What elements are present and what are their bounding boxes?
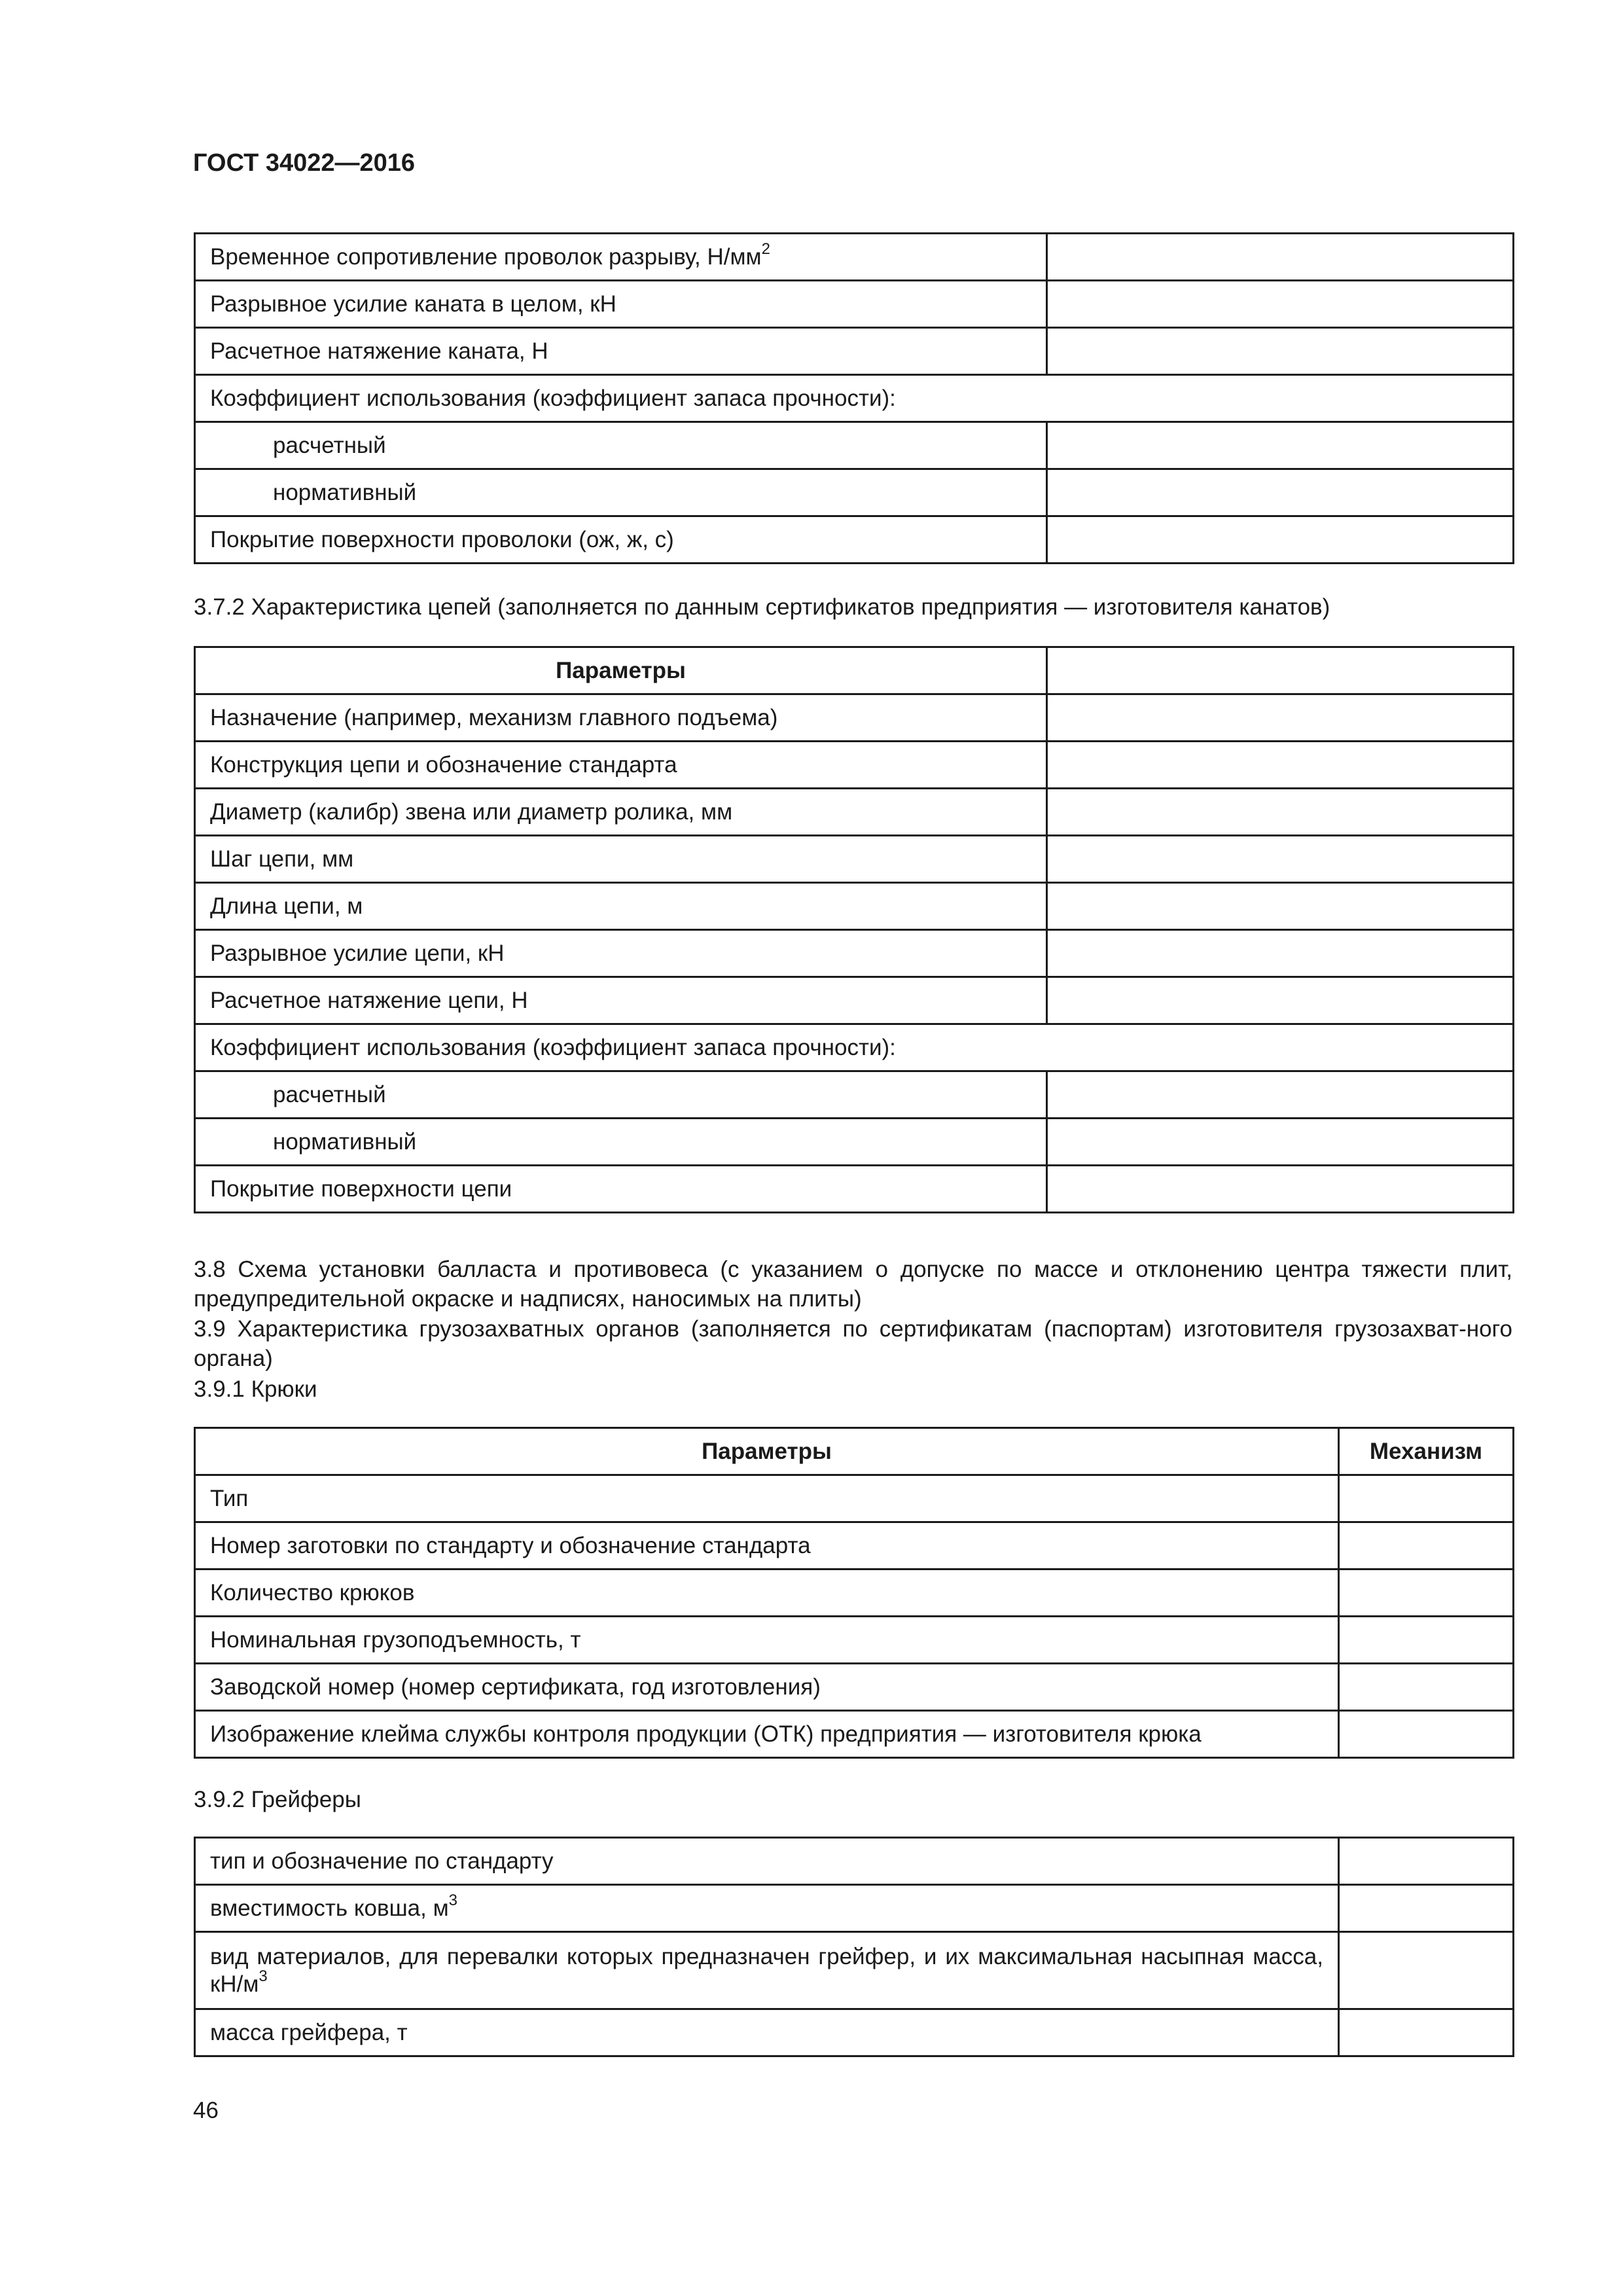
grab-table — [194, 1837, 1514, 2057]
table-row — [195, 1617, 1514, 1664]
table-header-row — [195, 647, 1514, 694]
column-header-params: Параметры — [195, 1428, 1339, 1475]
value-cell — [1339, 1664, 1514, 1711]
table-header-row — [195, 1428, 1514, 1475]
table-row — [195, 1664, 1514, 1711]
value-cell — [1047, 281, 1514, 328]
row-label: Конструкция цепи и обозначение стандарта — [195, 742, 1047, 789]
value-cell — [1047, 883, 1514, 930]
value-cell — [1339, 1711, 1514, 1758]
row-label: Шаг цепи, мм — [195, 836, 1047, 883]
row-label: Покрытие поверхности проволоки (ож, ж, с) — [195, 516, 1047, 564]
section-3-9-1-heading: 3.9.1 Крюки — [194, 1376, 317, 1402]
row-label: Назначение (например, механизм главного подъема) — [195, 694, 1047, 742]
value-cell — [1047, 930, 1514, 977]
row-label: Расчетное натяжение каната, Н — [195, 328, 1047, 375]
table-row — [195, 234, 1514, 281]
page-number: 46 — [193, 2098, 219, 2123]
row-label: расчетный — [195, 422, 1047, 469]
row-label: Покрытие поверхности цепи — [195, 1166, 1047, 1213]
row-label: Номер заготовки по стандарту и обозначение стандарта — [195, 1522, 1339, 1570]
value-cell — [1339, 1522, 1514, 1570]
row-label: тип и обозначение по стандарту — [195, 1838, 1339, 1885]
row-label: Расчетное натяжение цепи, Н — [195, 977, 1047, 1024]
table-row — [195, 1932, 1514, 2009]
row-label: Количество крюков — [195, 1570, 1339, 1617]
table-row — [195, 469, 1514, 516]
table-row — [195, 1711, 1514, 1758]
value-cell — [1339, 1932, 1514, 2009]
table-row — [195, 930, 1514, 977]
row-label: Заводской номер (номер сертификата, год изготовления) — [195, 1664, 1339, 1711]
value-cell — [1047, 977, 1514, 1024]
group-label: Коэффициент использования (коэффициент запаса прочности): — [195, 375, 1514, 422]
value-cell — [1047, 328, 1514, 375]
column-header-value — [1047, 647, 1514, 694]
section-3-8-text: 3.8 Схема установки балласта и противовеса (с указанием о допуске по массе и отклонению центра тяжести плит, предупредительной окраске и надписях, наносимых на плиты) — [194, 1257, 1512, 1312]
table-row — [195, 375, 1514, 422]
table-row — [195, 883, 1514, 930]
value-cell — [1339, 2009, 1514, 2056]
value-cell — [1047, 836, 1514, 883]
row-label: Разрывное усилие каната в целом, кН — [195, 281, 1047, 328]
table-row — [195, 836, 1514, 883]
value-cell — [1339, 1475, 1514, 1522]
table-row — [195, 1166, 1514, 1213]
value-cell — [1047, 789, 1514, 836]
table-row — [195, 328, 1514, 375]
row-label: масса грейфера, т — [195, 2009, 1339, 2056]
row-label: вид материалов, для перевалки которых предназначен грейфер, и их максимальная насыпная масса, $кН/м^3$ — [195, 1932, 1339, 2009]
value-cell — [1047, 422, 1514, 469]
rope-table — [194, 232, 1514, 564]
row-label: нормативный — [195, 469, 1047, 516]
value-cell — [1047, 469, 1514, 516]
table-row — [195, 977, 1514, 1024]
section-3-9-text: 3.9 Характеристика грузозахватных органов (заполняется по сертификатам (паспортам) изготовителя грузозахват-ного органа) — [194, 1316, 1512, 1371]
group-label: Коэффициент использования (коэффициент запаса прочности): — [195, 1024, 1514, 1071]
row-label: нормативный — [195, 1119, 1047, 1166]
value-cell — [1047, 694, 1514, 742]
section-3-9-2-heading: 3.9.2 Грейферы — [194, 1787, 361, 1812]
column-header-params: Параметры — [195, 647, 1047, 694]
table-row — [195, 1522, 1514, 1570]
table-row — [195, 1475, 1514, 1522]
table-row — [195, 422, 1514, 469]
table-row — [195, 1024, 1514, 1071]
table-row — [195, 789, 1514, 836]
value-cell — [1047, 1166, 1514, 1213]
value-cell — [1047, 234, 1514, 281]
row-label: Длина цепи, м — [195, 883, 1047, 930]
table-row — [195, 2009, 1514, 2056]
row-label: вместимость ковша, $м^3$ — [195, 1885, 1339, 1932]
table-row — [195, 1119, 1514, 1166]
value-cell — [1047, 1119, 1514, 1166]
value-cell — [1339, 1570, 1514, 1617]
row-label: Тип — [195, 1475, 1339, 1522]
table-row — [195, 1071, 1514, 1119]
table-row — [195, 694, 1514, 742]
row-label: Диаметр (калибр) звена или диаметр ролика, мм — [195, 789, 1047, 836]
table-row — [195, 516, 1514, 564]
value-cell — [1339, 1617, 1514, 1664]
hooks-table — [194, 1427, 1514, 1759]
value-cell — [1339, 1885, 1514, 1932]
table-row — [195, 1885, 1514, 1932]
table-row — [195, 742, 1514, 789]
row-label: Изображение клейма службы контроля продукции (ОТК) предприятия — изготовителя крюка — [195, 1711, 1339, 1758]
value-cell — [1047, 1071, 1514, 1119]
row-label: Временное сопротивление проволок разрыву, $Н/мм^2$ — [195, 234, 1047, 281]
chain-table — [194, 646, 1514, 1213]
section-3-7-2-heading: 3.7.2 Характеристика цепей (заполняется по данным сертификатов предприятия — изготовителя канатов) — [194, 594, 1330, 620]
value-cell — [1047, 516, 1514, 564]
table-row — [195, 1838, 1514, 1885]
value-cell — [1339, 1838, 1514, 1885]
row-label: Номинальная грузоподъемность, т — [195, 1617, 1339, 1664]
table-row — [195, 1570, 1514, 1617]
table-row — [195, 281, 1514, 328]
value-cell — [1047, 742, 1514, 789]
row-label: расчетный — [195, 1071, 1047, 1119]
row-label: Разрывное усилие цепи, кН — [195, 930, 1047, 977]
column-header-mechanism: Механизм — [1339, 1428, 1514, 1475]
document-header: ГОСТ 34022—2016 — [193, 149, 416, 177]
